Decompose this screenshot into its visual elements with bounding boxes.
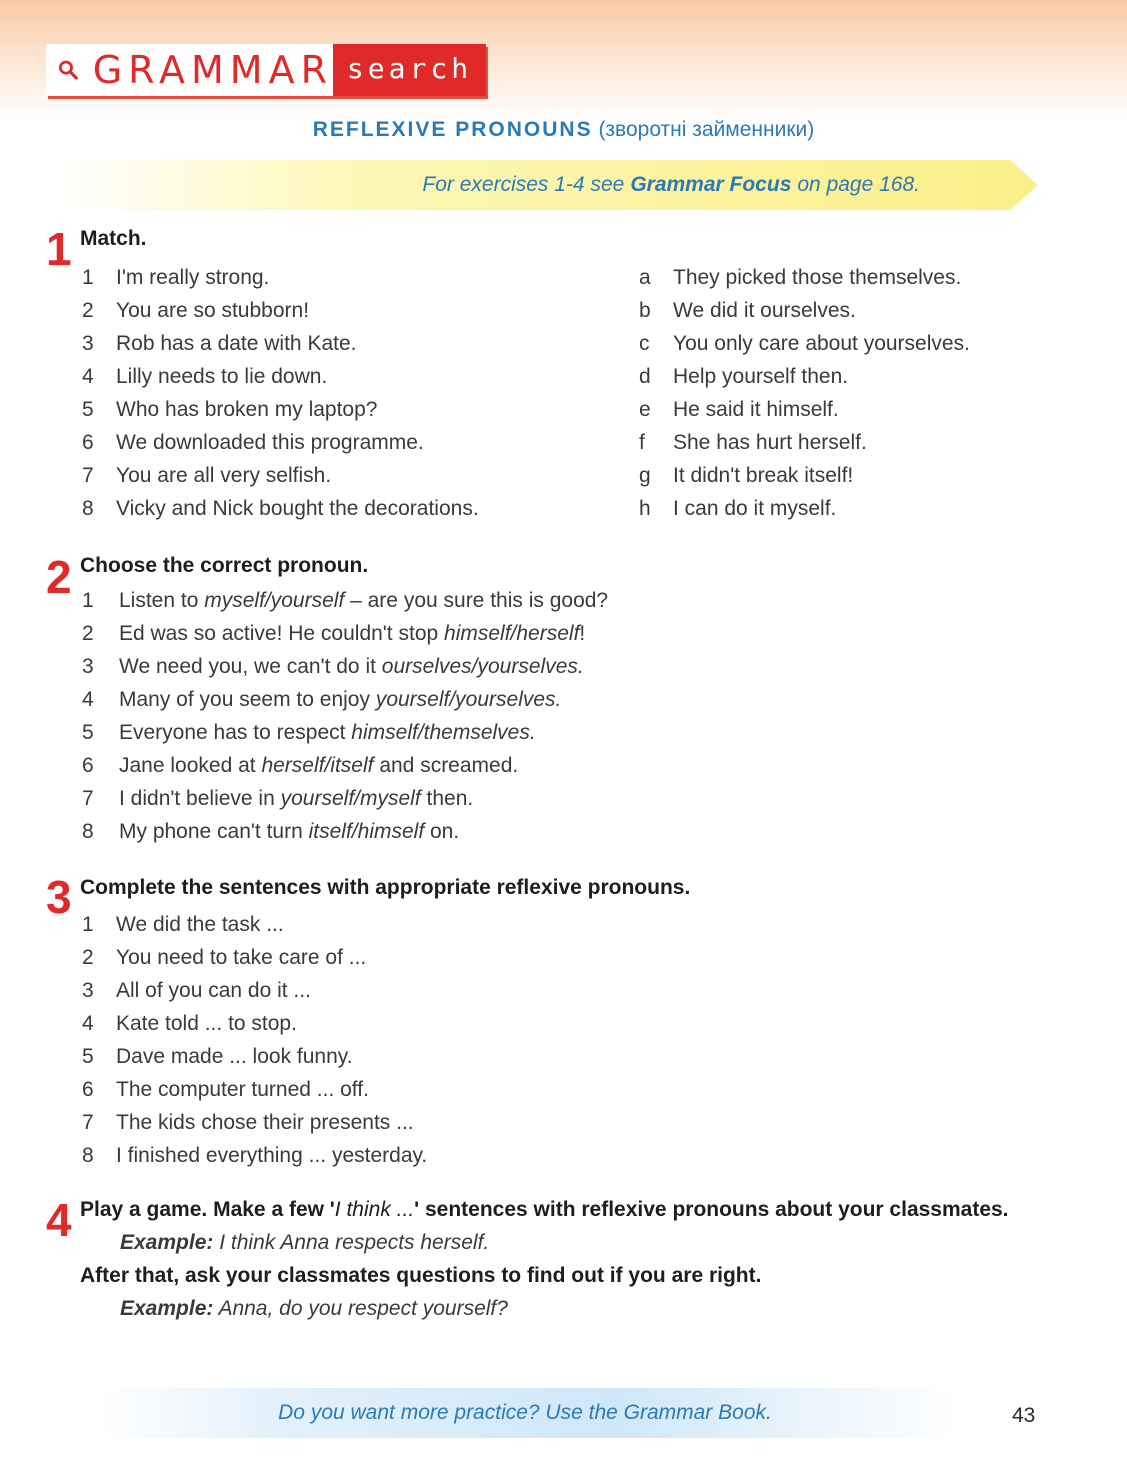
item-text-after: – are you sure this is good? [344, 589, 609, 612]
exercise-1-number: 1 [46, 223, 72, 275]
item-choice: yourself/yourselves. [375, 688, 562, 711]
example-label: Example: [120, 1297, 214, 1320]
list-item [639, 496, 836, 522]
list-item [82, 786, 473, 812]
item-text: You are all very selfish. [116, 464, 332, 487]
badge-left [46, 44, 333, 96]
item-text-before: I didn't believe in [119, 787, 281, 810]
item-number: 8 [82, 497, 94, 520]
item-text: It didn't break itself! [673, 464, 854, 487]
list-item [639, 364, 848, 390]
item-text: The computer turned ... off. [116, 1078, 369, 1101]
item-number: 4 [82, 1012, 94, 1035]
item-number: 2 [82, 299, 94, 322]
item-number: 4 [82, 688, 94, 711]
note-arrow [1010, 160, 1038, 210]
item-text: All of you can do it ... [116, 979, 311, 1002]
item-text: Kate told ... to stop. [116, 1012, 297, 1035]
list-item [82, 978, 311, 1004]
item-number: 3 [82, 332, 94, 355]
item-number: 1 [82, 266, 94, 289]
item-number: 2 [82, 946, 94, 969]
item-choice: itself/himself [308, 820, 425, 843]
exercise-3-number: 3 [46, 871, 72, 923]
exercise-4-example-1 [120, 1230, 489, 1256]
item-text-before: Many of you seem to enjoy [119, 688, 376, 711]
item-letter: e [639, 398, 651, 421]
exercise-4-example-2 [120, 1296, 508, 1322]
list-item [82, 1011, 297, 1037]
item-letter: d [639, 365, 651, 388]
item-choice: ourselves/yourselves. [381, 655, 584, 678]
example-text: Anna, do you respect yourself? [218, 1297, 508, 1320]
exercise-2-number: 2 [46, 551, 72, 603]
item-number: 5 [82, 398, 94, 421]
list-item [82, 1110, 414, 1136]
ex4-title-b: ' sentences with reflexive pronouns about your classmates. [414, 1198, 1009, 1221]
item-text: We did it ourselves. [673, 299, 856, 322]
note-bold: Grammar Focus [630, 173, 792, 196]
item-choice: herself/itself [261, 754, 374, 777]
item-number: 3 [82, 655, 94, 678]
list-item [82, 588, 608, 614]
list-item [82, 621, 585, 647]
footer-text: Do you want more practice? Use the Grammar Book. [278, 1401, 772, 1424]
item-letter: c [639, 332, 650, 355]
list-item [639, 430, 867, 456]
item-number: 5 [82, 1045, 94, 1068]
item-text: You are so stubborn! [116, 299, 310, 322]
item-text: Help yourself then. [673, 365, 849, 388]
item-number: 6 [82, 431, 94, 454]
item-text: We downloaded this programme. [116, 431, 424, 454]
topic-main: REFLEXIVE PRONOUNS [312, 118, 593, 141]
list-item [639, 265, 961, 291]
item-number: 5 [82, 721, 94, 744]
item-number: 4 [82, 365, 94, 388]
item-number: 8 [82, 1144, 94, 1167]
item-choice: yourself/myself [280, 787, 421, 810]
exercise-4-title [80, 1197, 1009, 1223]
item-text: Vicky and Nick bought the decorations. [116, 497, 479, 520]
list-item [82, 463, 331, 489]
list-item [82, 720, 536, 746]
list-item [639, 331, 970, 357]
item-letter: h [639, 497, 651, 520]
note-after: on page 168. [797, 173, 920, 196]
badge-word: GRAMMAR [92, 48, 333, 92]
exercise-3-title: Complete the sentences with appropriate reflexive pronouns. [80, 876, 691, 899]
list-item [82, 430, 424, 456]
list-item [82, 397, 377, 423]
item-text: Rob has a date with Kate. [116, 332, 357, 355]
item-number: 6 [82, 754, 94, 777]
exercise-1-title: Match. [80, 227, 147, 250]
item-number: 7 [82, 464, 94, 487]
list-item [639, 397, 839, 423]
item-letter: a [639, 266, 651, 289]
list-item [82, 912, 284, 938]
item-text: They picked those themselves. [673, 266, 962, 289]
exercise-4-number: 4 [46, 1194, 72, 1246]
note-before: For exercises 1-4 see [422, 173, 625, 196]
list-item [82, 753, 518, 779]
item-text: She has hurt herself. [673, 431, 867, 454]
item-text: We did the task ... [116, 913, 284, 936]
item-text-before: We need you, we can't do it [119, 655, 382, 678]
item-number: 7 [82, 1111, 94, 1134]
item-number: 8 [82, 820, 94, 843]
item-text: Lilly needs to lie down. [116, 365, 328, 388]
item-text-before: Everyone has to respect [119, 721, 352, 744]
item-text-before: Ed was so active! He couldn't stop [119, 622, 445, 645]
list-item [82, 654, 584, 680]
item-text-before: Jane looked at [119, 754, 262, 777]
exercise-2-title: Choose the correct pronoun. [80, 554, 369, 577]
page-number: 43 [1012, 1404, 1036, 1427]
list-item [82, 298, 309, 324]
list-item [82, 1077, 369, 1103]
example-text: I think Anna respects herself. [219, 1231, 490, 1254]
item-text: I'm really strong. [116, 266, 270, 289]
item-number: 1 [82, 913, 94, 936]
item-text: You need to take care of ... [116, 946, 367, 969]
list-item [82, 1044, 353, 1070]
magnifier-icon [58, 57, 79, 83]
item-text-after: ! [579, 622, 586, 645]
badge-tag: search [333, 44, 486, 96]
list-item [82, 496, 479, 522]
list-item [82, 687, 561, 713]
list-item [82, 331, 357, 357]
item-choice: myself/yourself [204, 589, 345, 612]
ex4-title-italic: I think ... [334, 1198, 415, 1221]
list-item [82, 945, 366, 971]
grammar-search-badge [46, 44, 486, 96]
list-item [82, 819, 459, 845]
exercise-4-title-2: After that, ask your classmates questions to find out if you are right. [80, 1264, 762, 1287]
item-text-before: Listen to [119, 589, 205, 612]
item-text-after: and screamed. [373, 754, 519, 777]
item-text-after: then. [420, 787, 474, 810]
topic-heading [0, 116, 1127, 144]
item-text: The kids chose their presents ... [116, 1111, 414, 1134]
item-number: 3 [82, 979, 94, 1002]
item-choice: himself/themselves. [351, 721, 536, 744]
item-text: He said it himself. [673, 398, 839, 421]
item-text-before: My phone can't turn [119, 820, 309, 843]
item-choice: himself/herself [444, 622, 580, 645]
item-text: Who has broken my laptop? [116, 398, 378, 421]
item-text: I can do it myself. [673, 497, 837, 520]
item-number: 1 [82, 589, 94, 612]
list-item [82, 1143, 427, 1169]
ex4-title-a: Play a game. Make a few ' [80, 1198, 335, 1221]
item-text-after: on. [424, 820, 460, 843]
item-letter: b [639, 299, 651, 322]
list-item [639, 463, 853, 489]
item-number: 6 [82, 1078, 94, 1101]
item-letter: f [639, 431, 645, 454]
example-label: Example: [120, 1231, 214, 1254]
list-item [82, 364, 327, 390]
item-number: 2 [82, 622, 94, 645]
item-number: 7 [82, 787, 94, 810]
item-letter: g [639, 464, 651, 487]
list-item [82, 265, 269, 291]
list-item [639, 298, 856, 324]
item-text: You only care about yourselves. [673, 332, 970, 355]
note-text [60, 160, 1010, 210]
item-text: Dave made ... look funny. [116, 1045, 353, 1068]
topic-sub: (зворотні займенники) [598, 118, 815, 141]
item-text: I finished everything ... yesterday. [116, 1144, 428, 1167]
